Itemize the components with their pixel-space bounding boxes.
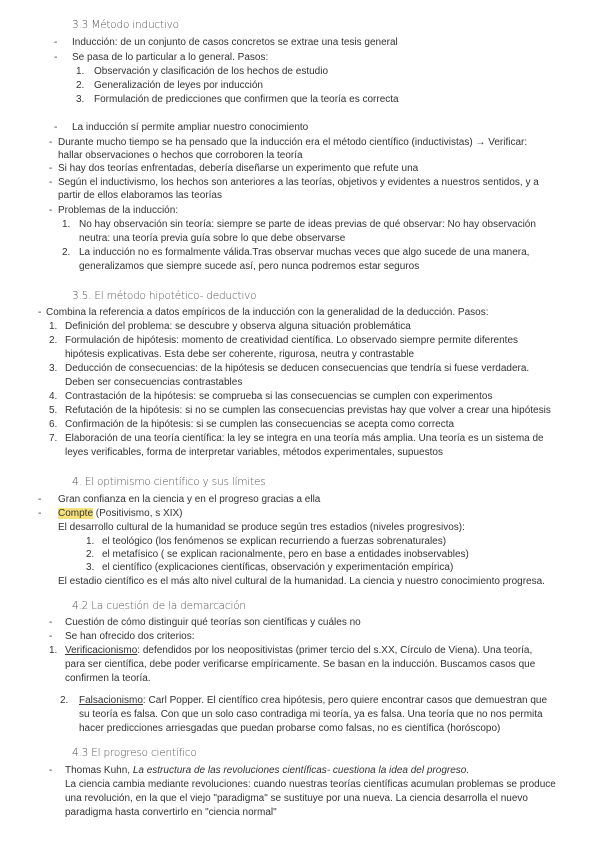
section-title-demarcacion: 4.2 La cuestión de la demarcación <box>72 600 246 612</box>
text-line: No hay observación sin teoría: siempre se parte de ideas previas de qué observar: No hay observación <box>79 219 536 230</box>
section-title-optimismo-cientifico: 4. El optimismo científico y sus límites <box>72 476 266 488</box>
text-line: La inducción sí permite ampliar nuestro conocimiento <box>72 122 309 133</box>
text-line: generalizamos que siempre sucede así, pero nunca podremos estar seguros <box>79 261 420 272</box>
text-line: Definición del problema: se descubre y observa alguna situación problemática <box>65 321 411 332</box>
number-marker: 3. <box>76 94 85 105</box>
book-title: La estructura de las revoluciones científicas- cuestiona la idea del progreso. <box>132 765 470 776</box>
text-line: La inducción no es formalmente válida.Tras observar muchas veces que algo sucede de una manera, <box>79 247 530 258</box>
text-line: Verificacionismo: defendidos por los neopositivistas (primer tercio del s.XX, Círculo de Viena). Una teoría, <box>65 645 533 656</box>
bullet-marker: - <box>38 494 42 505</box>
number-marker: 3. <box>86 562 95 573</box>
bullet-marker: - <box>49 617 53 628</box>
text-line: La ciencia cambia mediante revoluciones: cuando nuestras teorías científicas acumulan problemas se produce <box>65 779 556 790</box>
number-marker: 2. <box>60 695 69 706</box>
text-line: Se han ofrecido dos criterios: <box>65 631 195 642</box>
bullet-marker: - <box>49 137 53 148</box>
text-line: Falsacionismo: Carl Popper. El científico crea hipótesis, pero quiere encontrar casos que demuestran que <box>79 695 548 706</box>
text-line: Elaboración de una teoría científica: la ley se integra en una teoría más amplia. Una teoría es un sistema de <box>65 433 544 444</box>
text-line: Formulación de hipótesis: momento de creatividad científica. Lo observado siempre permite diferentes <box>65 335 519 346</box>
text-line: una revolución, en la que el viejo "paradigma" se sustituye por una nueva. La ciencia desarrolla el nuevo <box>65 793 528 804</box>
section-title-progreso-cientifico: 4.3 El progreso científico <box>72 747 197 759</box>
text-line: paradigma hasta convertirlo en "ciencia normal" <box>65 807 277 818</box>
number-marker: 2. <box>49 335 58 346</box>
text-line: El desarrollo cultural de la humanidad se produce según tres estadios (niveles progresivos): <box>58 522 465 533</box>
bullet-marker: - <box>49 205 53 216</box>
number-marker: 1. <box>49 321 58 332</box>
text-line: hipótesis explicativas. Esta debe ser coherente, rigurosa, neutra y contrastable <box>65 349 415 360</box>
text-line: Si hay dos teorías enfrentadas, debería diseñarse un experimento que refute una <box>58 163 419 174</box>
term-verificacionismo: Verificacionismo <box>65 645 138 656</box>
bullet-marker: - <box>49 765 53 776</box>
text-line: su teoría es falsa. Con que un solo caso contradiga mi teoría, ya es falsa. Una teoría que no nos permita <box>79 709 543 720</box>
bullet-marker: - <box>54 52 58 63</box>
number-marker: 7. <box>49 433 58 444</box>
text-line: Según el inductivismo, los hechos son anteriores a las teorías, objetivos y evidentes a nuestros sentidos, y a <box>58 177 539 188</box>
text-line: Generalización de leyes por inducción <box>94 80 263 91</box>
text-line: Formulación de predicciones que confirmen que la teoría es correcta <box>94 94 399 105</box>
number-marker: 2. <box>76 80 85 91</box>
text-line: Cuestión de cómo distinguir qué teorías son científicas y cuáles no <box>65 617 361 628</box>
text-line: partir de ellos elaboramos las teorías <box>58 190 222 201</box>
text-line: El estadio científico es el más alto nivel cultural de la humanidad. La ciencia y nuestro conocimiento progresa. <box>58 576 545 587</box>
text-line: hacer predicciones arriesgadas que puedan probarse como falsas, no es científica (horóscopo) <box>79 723 501 734</box>
text-line: Se pasa de lo particular a lo general. Pasos: <box>72 52 269 63</box>
text-line: el teológico (los fenómenos se explican recurriendo a fuerzas sobrenaturales) <box>102 536 447 547</box>
section-title-metodo-inductivo: 3.3 Método inductivo <box>72 19 179 31</box>
text-line: Contrastación de la hipótesis: se comprueba si las consecuencias se cumplen con experimentos <box>65 391 493 402</box>
text-line: el científico (explicaciones científicas, observación y experimentación empírica) <box>102 562 454 573</box>
bullet-marker: - <box>49 163 53 174</box>
number-marker: 2. <box>86 549 95 560</box>
text-line: Confirmación de la hipótesis: si se cumplen las consecuencias se acepta como correcta <box>65 419 455 430</box>
text-line: Observación y clasificación de los hechos de estudio <box>94 66 329 77</box>
number-marker: 6. <box>49 419 58 430</box>
bullet-marker: - <box>38 508 42 519</box>
section-title-metodo-hipotetico-deductivo: 3.5. El método hipotético- deductivo <box>72 290 257 302</box>
bullet-marker: - <box>49 631 53 642</box>
text-line: Durante mucho tiempo se ha pensado que la inducción era el método científico (inductivistas) → Verificar: <box>58 137 528 148</box>
text-line: confirmen la teoría. <box>65 673 151 684</box>
bullet-marker: - <box>54 122 58 133</box>
text-line: hallar observaciones o hechos que corroboren la teoría <box>58 150 303 161</box>
text-line: neutra: una teoría previa guía sobre lo que debe observarse <box>79 233 346 244</box>
highlighted-name-compte: Compte <box>58 508 94 519</box>
number-marker: 1. <box>76 66 85 77</box>
text-line: Inducción: de un conjunto de casos concretos se extrae una tesis general <box>72 37 398 48</box>
number-marker: 5. <box>49 405 58 416</box>
text-line: Compte (Positivismo, s XIX) <box>58 508 183 519</box>
text-line: leyes verificables, forma de interpretar variables, métodos experimentales, supuestos <box>65 447 443 458</box>
number-marker: 1. <box>62 219 71 230</box>
bullet-marker: - <box>54 37 58 48</box>
text-line: Gran confianza en la ciencia y en el progreso gracias a ella <box>58 494 321 505</box>
text-line: Problemas de la inducción: <box>58 205 179 216</box>
bullet-marker: - <box>49 177 53 188</box>
text-line: Deben ser consecuencias contrastables <box>65 377 243 388</box>
text-line: Deducción de consecuencias: de la hipótesis se deducen consecuencias que tendría si fuese verdadera. <box>65 363 530 374</box>
number-marker: 1. <box>86 536 95 547</box>
bullet-marker: - <box>38 307 42 318</box>
text-line: Combina la referencia a datos empíricos de la inducción con la generalidad de la deducción. Pasos: <box>46 307 489 318</box>
number-marker: 1. <box>49 645 58 656</box>
number-marker: 3. <box>49 363 58 374</box>
term-falsacionismo: Falsacionismo <box>79 695 143 706</box>
text-line: el metafísico ( se explican racionalmente, pero en base a entidades inobservables) <box>102 549 469 560</box>
number-marker: 2. <box>62 247 71 258</box>
text-line: Thomas Kuhn, La estructura de las revoluciones científicas- cuestiona la idea del progreso. <box>65 765 470 776</box>
text-line: para ser científica, debe poder verificarse empíricamente. Se basan en la inducción. Buscamos casos que <box>65 659 536 670</box>
number-marker: 4. <box>49 391 58 402</box>
text-line: Refutación de la hipótesis: si no se cumplen las consecuencias previstas hay que volver a crear una hipótesis <box>65 405 551 416</box>
